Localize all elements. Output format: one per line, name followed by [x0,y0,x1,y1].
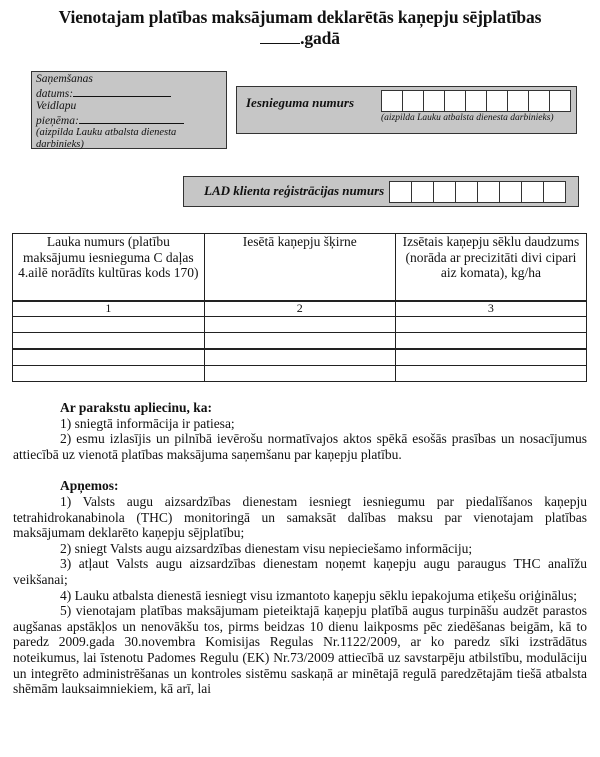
client-registration-cell[interactable] [544,182,566,202]
form-title-line1: Vienotajam platības maksājumam deklarētās kaņepju sējplatības [58,7,542,27]
receipt-box [31,71,227,149]
date-label: datums: [36,87,74,100]
table-cell-input[interactable] [204,349,395,366]
sowing-table [12,233,587,382]
table-cell-input[interactable] [395,333,586,350]
table-cell-input[interactable] [395,366,586,382]
table-cell-input[interactable] [13,366,205,382]
table-cell-input[interactable] [13,317,205,333]
table-cell-input[interactable] [395,349,586,366]
table-cell-input[interactable] [13,333,205,350]
application-number-cell[interactable] [550,91,571,111]
client-registration-cell[interactable] [456,182,478,202]
receiver-label-2: pieņēma: [36,114,79,127]
header-field-number: Lauka numurs (platību maksājumu iesnieguma C daļas 4.ailē norādīts kultūras kods 170) [13,234,205,302]
table-cell-input[interactable] [395,317,586,333]
header-variety: Iesētā kaņepju šķirne [204,234,395,302]
commitment-item: 2) sniegt Valsts augu aizsardzības dienestam visu nepieciešamo informāciju; [60,540,473,556]
application-number-cell[interactable] [508,91,529,111]
year-suffix: .gadā [300,28,340,48]
receiver-field[interactable] [79,113,184,124]
commitment-item: 3) atļaut Valsts augu aizsardzības dienestam noņemt kaņepju augu paraugus THC analīžu veikšanai; [13,556,587,587]
column-number: 2 [204,301,395,317]
table-cell-input[interactable] [204,333,395,350]
client-registration-box [183,176,579,207]
client-registration-label: LAD klienta reģistrācijas numurs [204,183,385,198]
application-number-label: Iesnieguma numurs [246,95,355,110]
table-row [13,349,587,366]
client-registration-cell[interactable] [478,182,500,202]
client-registration-cells [389,181,566,203]
commitments-heading: Apņemos: [60,478,119,494]
receipt-note: (aizpilda Lauku atbalsta dienesta darbinieks) [36,127,177,150]
application-number-box [236,86,577,134]
application-number-cells [381,90,571,112]
declaration-item: 1) sniegtā informācija ir patiesa; [60,415,235,431]
client-registration-cell[interactable] [412,182,434,202]
received-label: Saņemšanas [36,73,93,85]
table-row [13,317,587,333]
client-registration-cell[interactable] [390,182,412,202]
column-number-row [13,301,587,317]
client-registration-cell[interactable] [434,182,456,202]
table-cell-input[interactable] [204,366,395,382]
application-number-cell[interactable] [445,91,466,111]
table-header-row [13,234,587,302]
commitment-item: 5) vienotajam platības maksājumam pieteiktajā kaņepju platībā augus turpināšu audzēt parastos augšanas apstākļos un nenovākšu tos, pirms beidzas 10 dienu laikposms pēc ziedēšanas beigām, kā to paredz 2009.gada 30.novembra Komisijas Regulas Nr.1122/2009, ar ko paredz sīki izstrādātus noteikumus, lai īstenotu Padomes Regulu (EK) Nr.73/2009 attiecībā uz savstarpēju atbilstību, modulāciju un integrēto administrēšanas un kontroles sistēmu saskaņā ar minētajā regulā paredzētajām tiešā atbalsta shēmām lauksaimniekiem, kā arī, lai [13,603,587,697]
column-number: 3 [395,301,586,317]
client-registration-cell[interactable] [500,182,522,202]
table-row [13,333,587,350]
table-cell-input[interactable] [13,349,205,366]
application-number-cell[interactable] [403,91,424,111]
table-row [13,366,587,382]
table-cell-input[interactable] [204,317,395,333]
declaration-item: 2) esmu izlasījis un pilnībā ievērošu normatīvajos aktos spēkā esošās prasības un nosacījumus attiecībā uz vienotā platības maksājuma saņemšanu par kaņepju platību. [13,431,587,462]
header-seed-quantity: Izsētais kaņepju sēklu daudzums (norāda ar precizitāti divi cipari aiz komata), kg/ha [395,234,586,302]
receiver-label-1: Veidlapu [36,100,77,112]
form-title-line2 [0,28,600,49]
application-number-cell[interactable] [466,91,487,111]
application-number-cell[interactable] [487,91,508,111]
application-number-note: (aizpilda Lauku atbalsta dienesta darbinieks) [381,113,554,123]
client-registration-cell[interactable] [522,182,544,202]
column-number: 1 [13,301,205,317]
application-number-cell[interactable] [529,91,550,111]
declaration-heading: Ar parakstu apliecinu, ka: [60,400,213,415]
year-blank-field[interactable] [260,29,300,44]
commitment-item: 1) Valsts augu aizsardzības dienestam iesniegt iesniegumu par piedalīšanos kaņepju tetrahidrokanabinola (THC) monitoringā un samaksāt dalības maksu par vienotajam platības maksājumam deklarēto kaņepju sējplatību; [13,493,587,541]
commitment-item: 4) Lauku atbalsta dienestā iesniegt visu izmantoto kaņepju sēklu iepakojuma etiķešu oriģinālus; [60,587,577,603]
application-number-cell[interactable] [424,91,445,111]
date-field[interactable] [73,86,171,97]
application-number-cell[interactable] [382,91,403,111]
form-title [0,7,600,49]
declaration-section [13,400,587,697]
